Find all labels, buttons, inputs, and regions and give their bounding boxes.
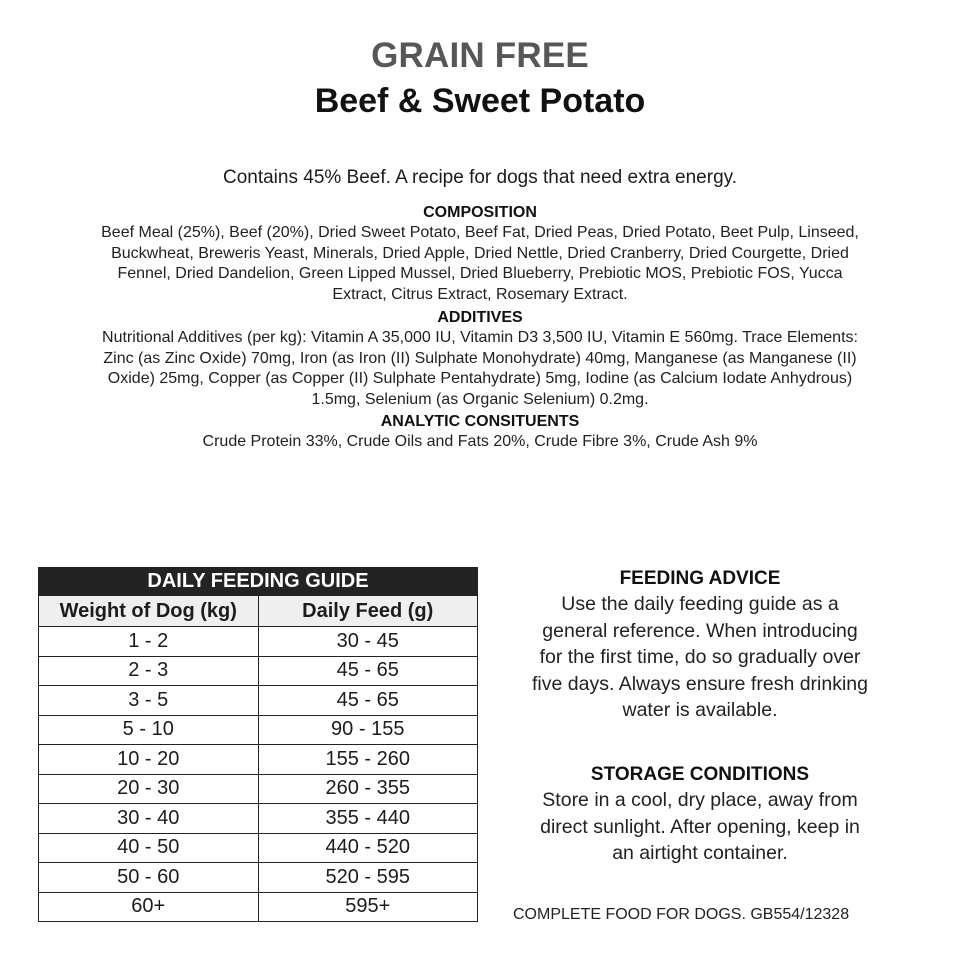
- storage-heading: STORAGE CONDITIONS: [590, 764, 810, 785]
- feeding-advice-line: Use the daily feeding guide as a: [561, 593, 839, 615]
- composition-text: [20, 223, 940, 305]
- weight-cell: 60+: [39, 892, 259, 922]
- feeding-advice-section: [500, 567, 900, 724]
- table-row: [39, 774, 478, 804]
- storage-line: direct sunlight. After opening, keep in: [540, 815, 860, 838]
- composition-line: Beef Meal (25%), Beef (20%), Dried Sweet Potato, Beef Fat, Dried Peas, Dried Potato, Beet Pulp, Linseed,: [101, 224, 859, 241]
- storage-line: an airtight container.: [612, 842, 788, 864]
- weight-cell: 1 - 2: [39, 627, 259, 657]
- composition-line: Fennel, Dried Dandelion, Green Lipped Mussel, Dried Blueberry, Prebiotic MOS, Prebiotic FOS, Yucca: [117, 265, 843, 282]
- feed-cell: 30 - 45: [258, 627, 478, 657]
- feed-cell: 520 - 595: [258, 863, 478, 893]
- table-row: [39, 804, 478, 834]
- feed-cell: 440 - 520: [258, 833, 478, 863]
- product-intro: Contains 45% Beef. A recipe for dogs that need extra energy.: [222, 167, 738, 188]
- legal-footer: COMPLETE FOOD FOR DOGS. GB554/12328: [513, 906, 850, 923]
- feed-cell: 45 - 65: [258, 656, 478, 686]
- table-row: [39, 833, 478, 863]
- column-header-weight: Weight of Dog (kg): [39, 596, 259, 627]
- feeding-advice-text: [500, 591, 900, 724]
- table-row: [39, 656, 478, 686]
- feed-cell: 355 - 440: [258, 804, 478, 834]
- feeding-advice-line: five days. Always ensure fresh drinking: [532, 672, 868, 695]
- weight-cell: 5 - 10: [39, 715, 259, 745]
- storage-section: [500, 763, 900, 867]
- feeding-guide-table: [38, 567, 478, 922]
- analytic-heading: ANALYTIC CONSITUENTS: [380, 413, 580, 430]
- table-caption: DAILY FEEDING GUIDE: [39, 568, 478, 596]
- feed-cell: 595+: [258, 892, 478, 922]
- storage-text: [500, 787, 900, 867]
- composition-heading: COMPOSITION: [423, 204, 537, 221]
- table-row: [39, 715, 478, 745]
- table-row: [39, 892, 478, 922]
- weight-cell: 50 - 60: [39, 863, 259, 893]
- weight-cell: 3 - 5: [39, 686, 259, 716]
- weight-cell: 10 - 20: [39, 745, 259, 775]
- feed-cell: 45 - 65: [258, 686, 478, 716]
- feeding-advice-line: water is available.: [622, 699, 778, 721]
- table-header-row: [39, 596, 478, 627]
- weight-cell: 20 - 30: [39, 774, 259, 804]
- feed-cell: 260 - 355: [258, 774, 478, 804]
- product-title: Beef & Sweet Potato: [314, 82, 646, 120]
- additives-line: Nutritional Additives (per kg): Vitamin A 35,000 IU, Vitamin D3 3,500 IU, Vitamin E 560mg. Trace Elements:: [102, 329, 858, 346]
- analytic-text: Crude Protein 33%, Crude Oils and Fats 20%, Crude Fibre 3%, Crude Ash 9%: [202, 433, 758, 450]
- additives-line: Oxide) 25mg, Copper (as Copper (II) Sulphate Pentahydrate) 5mg, Iodine (as Calcium Iodate Anhydrous): [107, 370, 853, 387]
- table-row: [39, 627, 478, 657]
- feeding-advice-line: for the first time, do so gradually over: [539, 646, 861, 668]
- composition-line: Buckwheat, Breweris Yeast, Minerals, Dried Apple, Dried Nettle, Dried Cranberry, Dried Courgette, Dried: [111, 244, 849, 262]
- additives-line: Zinc (as Zinc Oxide) 70mg, Iron (as Iron (II) Sulphate Monohydrate) 40mg, Manganese (as Manganese (II): [103, 349, 857, 367]
- feeding-advice-line: general reference. When introducing: [542, 619, 858, 642]
- weight-cell: 40 - 50: [39, 833, 259, 863]
- composition-section: [20, 203, 940, 305]
- feed-cell: 155 - 260: [258, 745, 478, 775]
- weight-cell: 30 - 40: [39, 804, 259, 834]
- table-row: [39, 686, 478, 716]
- storage-line: Store in a cool, dry place, away from: [542, 789, 858, 811]
- table-caption-row: [39, 568, 478, 596]
- additives-heading: ADDITIVES: [437, 309, 523, 326]
- column-header-feed: Daily Feed (g): [258, 596, 478, 627]
- product-tagline: GRAIN FREE: [371, 36, 589, 75]
- table-row: [39, 863, 478, 893]
- additives-section: [20, 308, 940, 410]
- analytic-section: [20, 412, 940, 453]
- table-row: [39, 745, 478, 775]
- feeding-advice-heading: FEEDING ADVICE: [619, 568, 781, 589]
- composition-line: Extract, Citrus Extract, Rosemary Extract.: [332, 285, 628, 303]
- additives-line: 1.5mg, Selenium (as Organic Selenium) 0.2mg.: [311, 390, 649, 408]
- weight-cell: 2 - 3: [39, 656, 259, 686]
- feed-cell: 90 - 155: [258, 715, 478, 745]
- additives-text: [20, 328, 940, 410]
